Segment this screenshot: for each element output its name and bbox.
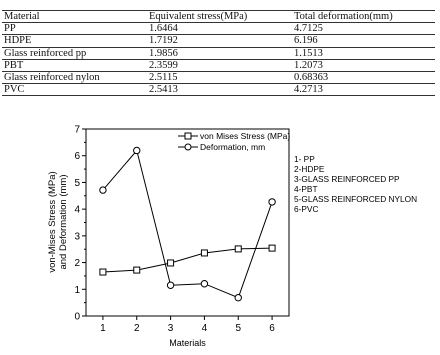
material-key	[294, 154, 417, 214]
cell-stress: 1.7192	[147, 35, 292, 47]
legend-deformation-label: Deformation, mm	[200, 142, 266, 152]
deformation-data-point	[167, 282, 173, 288]
legend-deformation-circle-marker	[185, 144, 191, 150]
y-tick-label: 4	[74, 204, 80, 216]
material-key-line: 1- PP	[294, 154, 315, 164]
stress-data-point	[134, 267, 140, 273]
y-axis-label-line-2: and Deformation (mm)	[58, 174, 69, 270]
table-row	[2, 84, 435, 96]
stress-deformation-line-chart	[0, 110, 440, 355]
column-header-equivalent-stress: Equivalent stress(MPa)	[147, 11, 292, 23]
cell-deformation: 0.68363	[292, 71, 435, 83]
cell-stress: 2.3599	[147, 59, 292, 71]
table-row	[2, 47, 435, 59]
material-key-line: 5-GLASS REINFORCED NYLON	[294, 194, 418, 204]
legend-stress-label: von Mises Stress (MPa)	[200, 131, 291, 141]
column-header-total-deformation: Total deformation(mm)	[292, 11, 435, 23]
cell-deformation: 1.2073	[292, 59, 435, 71]
legend-stress-square-marker	[185, 133, 191, 139]
table-row	[2, 35, 435, 47]
cell-material: HDPE	[2, 35, 147, 47]
cell-stress: 2.5115	[147, 71, 292, 83]
x-tick-label: 4	[201, 323, 208, 334]
cell-stress: 2.5413	[147, 84, 292, 96]
y-tick-label: 5	[74, 177, 80, 189]
material-key-line: 6-PVC	[294, 204, 319, 214]
x-tick-label: 3	[167, 323, 174, 334]
cell-material: PVC	[2, 84, 147, 96]
y-tick-label: 0	[74, 311, 80, 323]
stress-data-point	[235, 246, 241, 252]
cell-material: Glass reinforced nylon	[2, 71, 147, 83]
legend	[178, 131, 290, 152]
deformation-data-point	[201, 281, 207, 287]
cell-material: Glass reinforced pp	[2, 47, 147, 59]
deformation-data-point	[100, 187, 106, 193]
stress-data-point	[100, 269, 106, 275]
deformation-data-point	[134, 147, 140, 153]
cell-stress: 1.9856	[147, 47, 292, 59]
x-tick-label: 5	[235, 323, 242, 334]
cell-deformation: 4.7125	[292, 23, 435, 35]
stress-series-line	[103, 248, 272, 272]
y-tick-label: 2	[74, 258, 80, 270]
table-row	[2, 59, 435, 71]
table-row	[2, 23, 435, 35]
deformation-data-point	[235, 295, 241, 301]
cell-deformation: 6.196	[292, 35, 435, 47]
cell-deformation: 4.2713	[292, 84, 435, 96]
y-tick-label: 3	[74, 231, 80, 243]
cell-material: PP	[2, 23, 147, 35]
y-tick-label: 1	[74, 284, 80, 296]
cell-material: PBT	[2, 59, 147, 71]
x-axis-label: Materials	[169, 338, 206, 348]
stress-data-point	[168, 260, 174, 266]
deformation-series-line	[103, 151, 272, 298]
stress-data-point	[201, 250, 207, 256]
x-tick-label: 6	[269, 323, 275, 334]
x-tick-label: 1	[100, 323, 106, 334]
table-row	[2, 71, 435, 83]
cell-deformation: 1.1513	[292, 47, 435, 59]
y-axis-label-line-1: von-Mises Stress (MPa)	[47, 171, 58, 273]
x-tick-label: 2	[133, 323, 140, 334]
material-key-line: 4-PBT	[294, 184, 318, 194]
table-header-row	[2, 11, 435, 23]
material-key-line: 3-GLASS REINFORCED PP	[294, 174, 400, 184]
y-tick-label: 6	[74, 151, 80, 163]
y-tick-label: 7	[74, 124, 80, 136]
stress-data-point	[269, 245, 275, 251]
material-properties-table	[2, 10, 435, 96]
deformation-data-point	[269, 199, 275, 205]
material-key-line: 2-HDPE	[294, 164, 325, 174]
column-header-material: Material	[2, 11, 147, 23]
plot-frame	[86, 129, 289, 316]
cell-stress: 1.6464	[147, 23, 292, 35]
